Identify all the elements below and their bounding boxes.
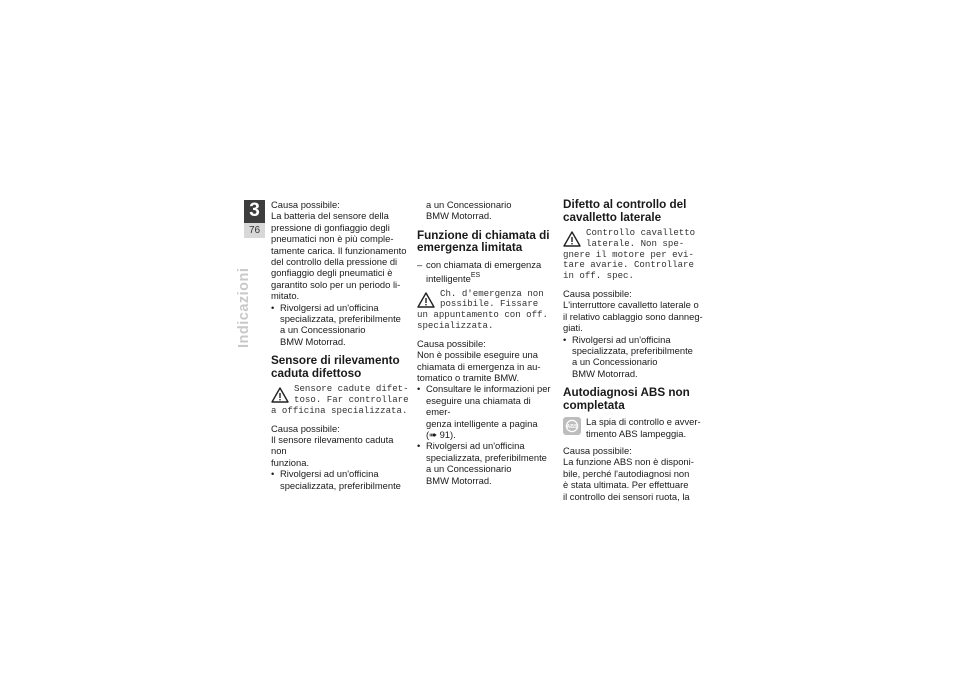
text-line: BMW Motorrad. xyxy=(426,474,492,486)
abs-icon-label: ABS xyxy=(566,424,578,431)
text-line: è stata ultimata. Per effettuare xyxy=(563,479,689,491)
text-line: Sensore cadute difet- xyxy=(294,383,409,395)
text-line: completata xyxy=(563,398,625,412)
text-line: chiamata di emergenza in au- xyxy=(417,360,541,372)
warning-text xyxy=(417,288,548,331)
text-line: La spia di controllo e avver- xyxy=(586,416,701,428)
text-line: specializzata, preferibilmente xyxy=(426,451,547,463)
bullet-item xyxy=(417,383,557,440)
abs-note-text xyxy=(586,416,701,438)
text-line: specializzata, preferibilmente xyxy=(280,479,401,491)
text-line: del controllo della pressione di xyxy=(271,256,398,268)
text-line: a un Concessionario xyxy=(426,199,512,210)
text-line: Ch. d'emergenza non xyxy=(440,287,544,299)
warning-text xyxy=(271,383,409,416)
cause-label: Causa possibile: xyxy=(271,422,340,434)
text-line: il relativo cablaggio sono danneg- xyxy=(563,310,703,322)
text-line: a un Concessionario xyxy=(426,463,512,475)
text-line: Rivolgersi ad un'officina xyxy=(572,333,671,345)
text-line: L'interruttore cavalletto laterale o xyxy=(563,299,699,311)
text-line: Rivolgersi ad un'officina xyxy=(280,301,379,313)
section-heading xyxy=(563,199,703,224)
column-2 xyxy=(417,199,557,486)
cause-label: Causa possibile: xyxy=(417,337,486,349)
text-line: gnere il motore per evi- xyxy=(563,248,694,260)
text-line: il controllo dei sensori ruota, la xyxy=(563,490,690,502)
text-line: garantito solo per un periodo li- xyxy=(271,278,401,290)
text-line: specializzata, preferibilmente xyxy=(572,345,693,357)
chapter-number: 3 xyxy=(249,200,260,221)
text-line: Rivolgersi ad un'officina xyxy=(280,468,379,480)
bullet-item xyxy=(563,334,703,380)
text-line: possibile. Fissare xyxy=(440,298,539,310)
text-line: BMW Motorrad. xyxy=(572,367,638,379)
text-line: Difetto al controllo del xyxy=(563,198,687,211)
bullet-item xyxy=(271,468,411,491)
variant-note xyxy=(417,259,557,285)
text-line: eseguire una chiamata di emer- xyxy=(426,394,531,418)
text-line: pneumatici non è più comple- xyxy=(271,233,394,245)
bullet-item xyxy=(417,440,557,486)
text-line: La funzione ABS non è disponi- xyxy=(563,456,694,468)
cause-label: Causa possibile: xyxy=(271,199,340,210)
text-line: Autodiagnosi ABS non xyxy=(563,386,690,400)
text-line: giati. xyxy=(563,322,583,334)
section-heading xyxy=(417,230,557,255)
paragraph xyxy=(563,456,703,502)
paragraph xyxy=(417,349,557,383)
text-line: Sensore di rilevamento xyxy=(271,354,400,368)
text-line: toso. Far controllare xyxy=(294,394,409,406)
warning-message xyxy=(417,289,557,332)
warning-triangle-icon xyxy=(271,386,289,404)
text-line: in off. spec. xyxy=(563,270,634,282)
cause-label: Causa possibile: xyxy=(563,287,632,299)
paragraph xyxy=(271,434,411,468)
text-line: Funzione di chiamata di xyxy=(417,228,550,242)
warning-message xyxy=(271,384,411,416)
text-line: La batteria del sensore della xyxy=(271,210,389,222)
text-line: laterale. Non spe- xyxy=(586,237,685,249)
text-line: cavalletto laterale xyxy=(563,210,662,224)
text-line: tamente carica. Il funzionamento xyxy=(271,244,407,256)
text-line: intelligente xyxy=(426,273,471,285)
column-3 xyxy=(563,199,703,502)
paragraph xyxy=(563,299,703,333)
warning-message xyxy=(563,228,703,282)
column-1 xyxy=(271,199,411,491)
section-heading xyxy=(271,355,411,380)
warning-triangle-icon xyxy=(417,291,435,309)
text-line: specializzata. xyxy=(417,320,494,332)
text-line: pressione di gonfiaggio degli xyxy=(271,221,390,233)
text-line: gonfiaggio degli pneumatici è xyxy=(271,267,393,279)
text-line: un appuntamento con off. xyxy=(417,309,548,321)
text-line: Controllo cavalletto xyxy=(586,227,696,238)
text-line: mitato. xyxy=(271,290,300,302)
text-line: con chiamata di emergenza xyxy=(426,258,542,270)
paragraph xyxy=(271,210,411,301)
text-line: Consultare le informazioni per xyxy=(426,383,551,395)
bullet-item xyxy=(271,302,411,348)
text-line: a un Concessionario xyxy=(280,324,366,336)
cause-label: Causa possibile: xyxy=(563,445,632,457)
text-line: caduta difettoso xyxy=(271,366,362,380)
text-line: emergenza limitata xyxy=(417,241,523,255)
page-number: 76 xyxy=(244,223,265,238)
chapter-title: Indicazioni xyxy=(236,267,252,348)
text-line: timento ABS lampeggia. xyxy=(586,427,687,439)
text-line: specializzata, preferibilmente xyxy=(280,313,401,325)
text-line: bile, perché l'autodiagnosi non xyxy=(563,467,690,479)
text-line: BMW Motorrad. xyxy=(426,210,492,222)
text-line: a officina specializzata. xyxy=(271,404,408,416)
text-line: tomatico o tramite BMW. xyxy=(417,372,520,384)
warning-triangle-icon xyxy=(563,230,581,248)
text-line: funziona. xyxy=(271,456,310,468)
variant-superscript: ES xyxy=(470,272,481,280)
text-line: tare avarie. Controllare xyxy=(563,259,694,271)
variant-text xyxy=(426,259,541,284)
section-heading xyxy=(563,387,703,412)
abs-indicator-note xyxy=(563,416,703,439)
continued-text xyxy=(417,199,557,222)
abs-warning-light-icon xyxy=(563,417,581,435)
text-line: Il sensore rilevamento caduta non xyxy=(271,434,394,457)
warning-text xyxy=(563,227,695,281)
text-line: Rivolgersi ad un'officina xyxy=(426,440,525,452)
text-line: (➠ 91). xyxy=(426,429,456,441)
text-line: a un Concessionario xyxy=(572,356,658,368)
text-line: genza intelligente a pagina xyxy=(426,417,538,429)
text-line: Non è possibile eseguire una xyxy=(417,349,538,361)
text-line: BMW Motorrad. xyxy=(280,335,346,347)
